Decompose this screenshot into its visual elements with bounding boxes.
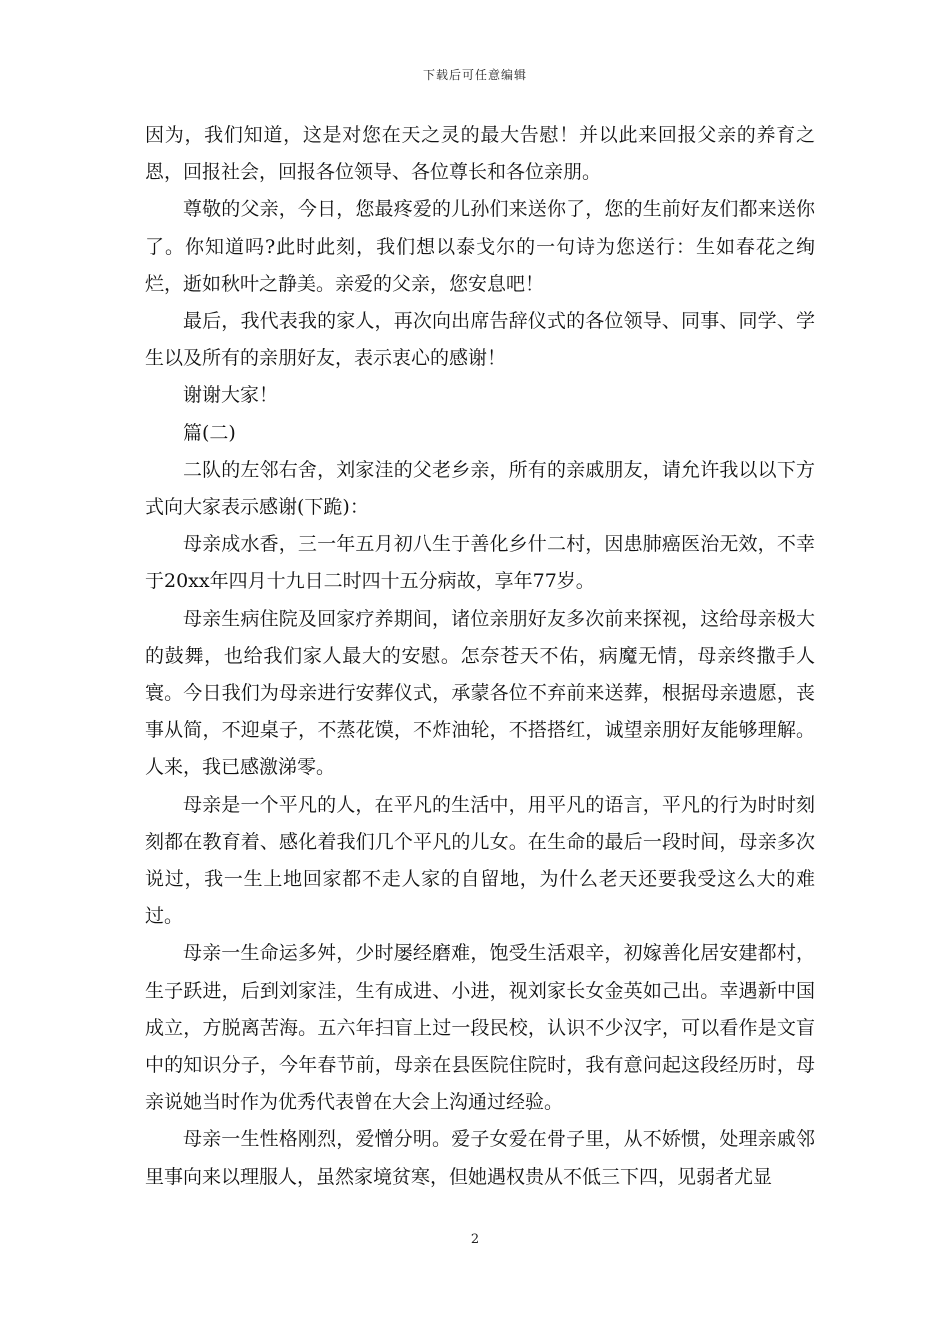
paragraph: 母亲一生性格刚烈，爱憎分明。爱子女爱在骨子里，从不娇惯，处理亲戚邻里事向来以理服人，虽然家境贫寒，但她遇权贵从不低三下四，见弱者尤显 <box>145 1128 815 1188</box>
paragraph: 谢谢大家！ <box>183 384 279 407</box>
page-number: 2 <box>470 1232 480 1247</box>
paragraph: 母亲生病住院及回家疗养期间，诸位亲朋好友多次前来探视，这给母亲极大的鼓舞，也给我们家人最大的安慰。怎奈苍天不佑，病魔无情，母亲终撒手人寰。今日我们为母亲进行安葬仪式，承蒙各位不弃前来送葬，根据母亲遗愿，丧事从简，不迎桌子，不蒸花馍，不炸油轮，不搭搭红，诚望亲朋好友能够理解。人来，我已感激涕零。 <box>145 607 815 779</box>
paragraph: 二队的左邻右舍，刘家洼的父老乡亲，所有的亲戚朋友，请允许我以以下方式向大家表示感谢(下跪)： <box>145 458 815 519</box>
paragraph: 母亲是一个平凡的人，在平凡的生活中，用平凡的语言，平凡的行为时时刻刻都在教育着、感化着我们几个平凡的儿女。在生命的最后一段时间，母亲多次说过，我一生上地回家都不走人家的自留地，为什么老天还要我受这么大的难过。 <box>145 793 815 928</box>
paragraph: 母亲一生命运多舛，少时屡经磨难，饱受生活艰辛，初嫁善化居安建都村，生子跃进，后到刘家洼，生有成进、小进，视刘家长女金英如己出。幸遇新中国成立，方脱离苦海。五六年扫盲上过一段民校，认识不少汉字，可以看作是文盲中的知识分子，今年春节前，母亲在县医院住院时，我有意问起这段经历时，母亲说她当时作为优秀代表曾在大会上沟通过经验。 <box>145 942 815 1114</box>
page-header: 下载后可任意编辑 <box>422 68 527 82</box>
section-heading: 篇(二) <box>183 421 236 444</box>
paragraph: 最后，我代表我的家人，再次向出席告辞仪式的各位领导、同事、同学、学生以及所有的亲朋好友，表示衷心的感谢！ <box>145 310 815 370</box>
paragraph: 尊敬的父亲，今日，您最疼爱的儿孙们来送你了，您的生前好友们都来送你了。你知道吗?此时此刻，我们想以泰戈尔的一句诗为您送行：生如春花之绚烂，逝如秋叶之静美。亲爱的父亲，您安息吧！ <box>145 198 815 295</box>
document-body <box>145 117 815 1196</box>
paragraph: 因为，我们知道，这是对您在天之灵的最大告慰！并以此来回报父亲的养育之恩，回报社会，回报各位领导、各位尊长和各位亲朋。 <box>145 124 815 184</box>
paragraph: 母亲成水香，三一年五月初八生于善化乡什二村，因患肺癌医治无效，不幸于20xx年四月十九日二时四十五分病故，享年77岁。 <box>145 533 815 593</box>
